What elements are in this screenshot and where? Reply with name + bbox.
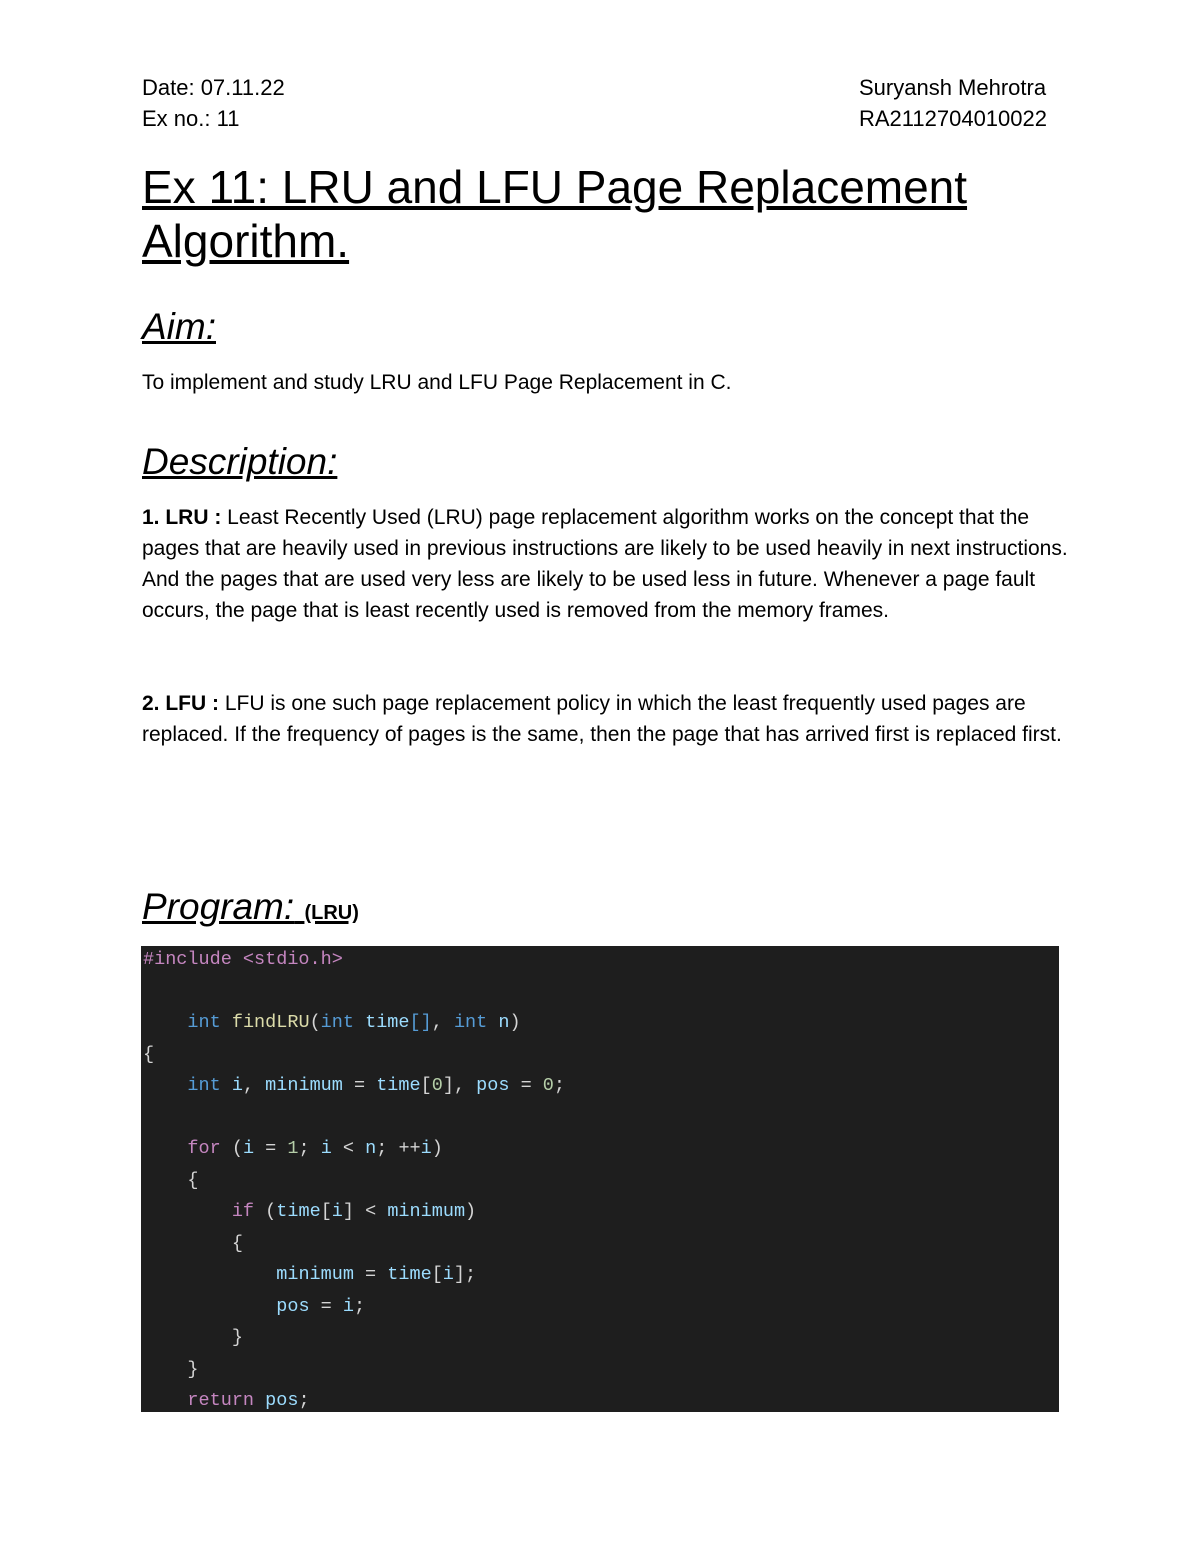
program-heading bbox=[142, 886, 359, 934]
registration-number: RA2112704010022 bbox=[859, 106, 1047, 131]
document-title: Ex 11: LRU and LFU Page Replacement Algorithm. bbox=[142, 161, 968, 267]
kw-int: int bbox=[453, 1012, 488, 1033]
id-time: time bbox=[365, 1012, 410, 1033]
lfu-label: 2. LFU : bbox=[142, 692, 219, 715]
num-1: 1 bbox=[287, 1138, 299, 1159]
id-i: i bbox=[442, 1264, 454, 1285]
description-item-lfu bbox=[142, 688, 1072, 750]
aim-heading: Aim: bbox=[142, 306, 216, 347]
id-i: i bbox=[320, 1138, 332, 1159]
code-block bbox=[141, 946, 1059, 1412]
lfu-text: LFU is one such page replacement policy in which the least frequently used pages are replaced. If the frequency of pages is the same, then the page that has arrived first is replaced first. bbox=[142, 692, 1062, 746]
id-i: i bbox=[342, 1295, 354, 1317]
author-name: Suryansh Mehrotra bbox=[859, 75, 1047, 100]
id-i: i bbox=[231, 1075, 243, 1096]
program-heading-text: Program: bbox=[142, 886, 295, 927]
id-time: time bbox=[276, 1201, 321, 1222]
id-n: n bbox=[365, 1138, 377, 1159]
kw-for: for bbox=[187, 1138, 221, 1159]
include-directive: #include <stdio.h> bbox=[143, 949, 343, 970]
lru-text: Least Recently Used (LRU) page replacement algorithm works on the concept that the pages that are heavily used in previous instructions are likely to be used heavily in next instructions. And the pages that are used very less are likely to be used less in future. Whenever a page fault occurs, the page that is least recently used is removed from the memory frames. bbox=[142, 506, 1068, 622]
kw-int: int bbox=[187, 1012, 221, 1033]
id-minimum: minimum bbox=[265, 1075, 343, 1096]
aim-text: To implement and study LRU and LFU Page Replacement in C. bbox=[142, 371, 732, 394]
description-item-lru bbox=[142, 502, 1072, 626]
id-pos: pos bbox=[276, 1295, 310, 1317]
lru-label: 1. LRU : bbox=[142, 506, 222, 529]
id-i: i bbox=[420, 1138, 432, 1159]
id-time: time bbox=[387, 1264, 432, 1285]
exercise-number: Ex no.: 11 bbox=[142, 106, 240, 131]
num-0: 0 bbox=[542, 1075, 554, 1096]
id-i: i bbox=[242, 1138, 255, 1159]
header-right bbox=[859, 72, 1047, 134]
date-line: Date: 07.11.22 bbox=[142, 75, 285, 100]
header-left bbox=[142, 72, 285, 134]
id-n: n bbox=[498, 1012, 510, 1033]
description-heading: Description: bbox=[142, 441, 338, 482]
kw-int: int bbox=[320, 1012, 354, 1033]
id-time: time bbox=[376, 1075, 421, 1096]
id-pos: pos bbox=[265, 1390, 299, 1411]
program-subheading: (LRU) bbox=[304, 902, 359, 924]
num-0: 0 bbox=[431, 1075, 443, 1096]
code-text: #include <stdio.h> int findLRU(int time[], int n) { int i, minimum = time[0], pos = 0; for (i = 1; i < n; ++i) { if (time[i] < minimum) { minimum = time[i]; pos = i; } } return pos; bbox=[143, 949, 565, 1411]
kw-int: int bbox=[187, 1075, 221, 1096]
id-i: i bbox=[331, 1201, 343, 1222]
kw-return: return bbox=[187, 1390, 255, 1411]
id-pos: pos bbox=[476, 1075, 510, 1096]
kw-if: if bbox=[231, 1201, 255, 1222]
fn-findlru: findLRU bbox=[231, 1012, 310, 1033]
id-minimum: minimum bbox=[276, 1264, 354, 1285]
id-minimum: minimum bbox=[387, 1201, 466, 1222]
